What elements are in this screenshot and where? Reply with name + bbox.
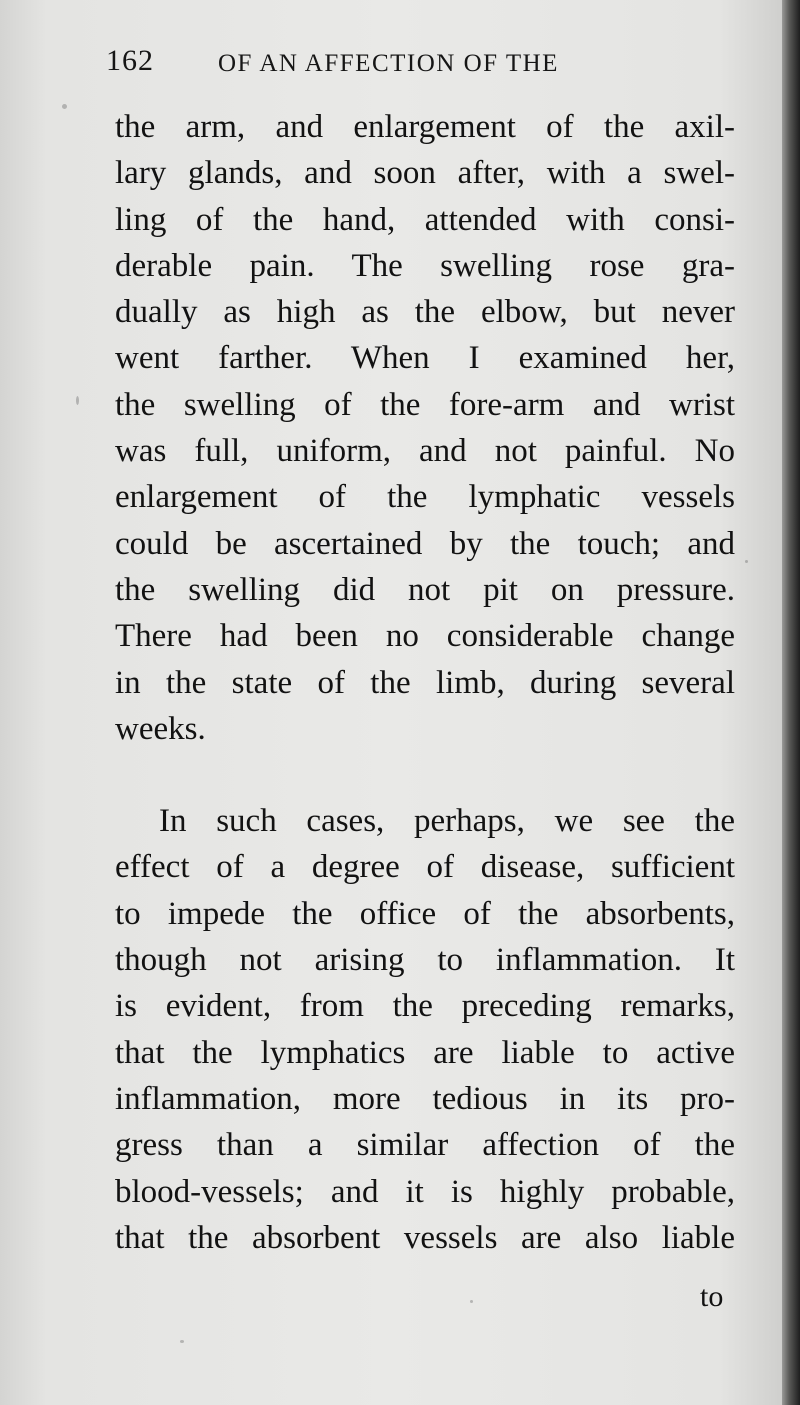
text-line: derable pain. The swelling rose gra- <box>115 247 735 284</box>
text-line: weeks. <box>115 710 206 747</box>
text-line: was full, uniform, and not painful. No <box>115 433 735 470</box>
text-line: gress than a similar affection of the <box>115 1127 735 1164</box>
text-line: blood-vessels; and it is highly probable, <box>115 1173 735 1210</box>
text-line: There had been no considerable change <box>115 618 735 655</box>
text-line: the swelling of the fore-arm and wrist <box>115 386 735 423</box>
text-line: In such cases, perhaps, we see the <box>159 803 735 840</box>
text-line: enlargement of the lymphatic vessels <box>115 479 735 516</box>
text-line: effect of a degree of disease, sufficient <box>115 849 735 886</box>
text-line: to impede the office of the absorbents, <box>115 895 735 932</box>
text-line: dually as high as the elbow, but never <box>115 294 735 331</box>
paper-speck <box>180 1340 184 1343</box>
paragraph-spacer <box>115 752 735 798</box>
paragraph-2 <box>115 798 735 1261</box>
catchword: to <box>700 1280 724 1313</box>
page-number: 162 <box>106 44 154 77</box>
page-header <box>106 44 726 84</box>
running-head: OF AN AFFECTION OF THE <box>218 50 559 77</box>
text-line: ling of the hand, attended with consi- <box>115 201 735 238</box>
paragraph-1 <box>115 104 735 752</box>
text-line: in the state of the limb, during several <box>115 664 735 701</box>
page-edge-shadow <box>782 0 800 1405</box>
text-line: the swelling did not pit on pressure. <box>115 571 735 608</box>
text-line: lary glands, and soon after, with a swel- <box>115 155 735 192</box>
body-text <box>115 104 735 1261</box>
text-line: could be ascertained by the touch; and <box>115 525 735 562</box>
text-line: went farther. When I examined her, <box>115 340 735 377</box>
text-line: the arm, and enlargement of the axil- <box>115 109 735 145</box>
text-line: though not arising to inflammation. It <box>115 942 735 979</box>
paper-speck <box>745 560 748 563</box>
paper-speck <box>470 1300 473 1303</box>
paper-speck <box>62 104 67 109</box>
paper-speck <box>76 396 79 405</box>
text-line: is evident, from the preceding remarks, <box>115 988 735 1025</box>
text-line: inflammation, more tedious in its pro- <box>115 1080 735 1117</box>
text-line: that the absorbent vessels are also liable <box>115 1219 735 1256</box>
text-line: that the lymphatics are liable to active <box>115 1034 735 1071</box>
